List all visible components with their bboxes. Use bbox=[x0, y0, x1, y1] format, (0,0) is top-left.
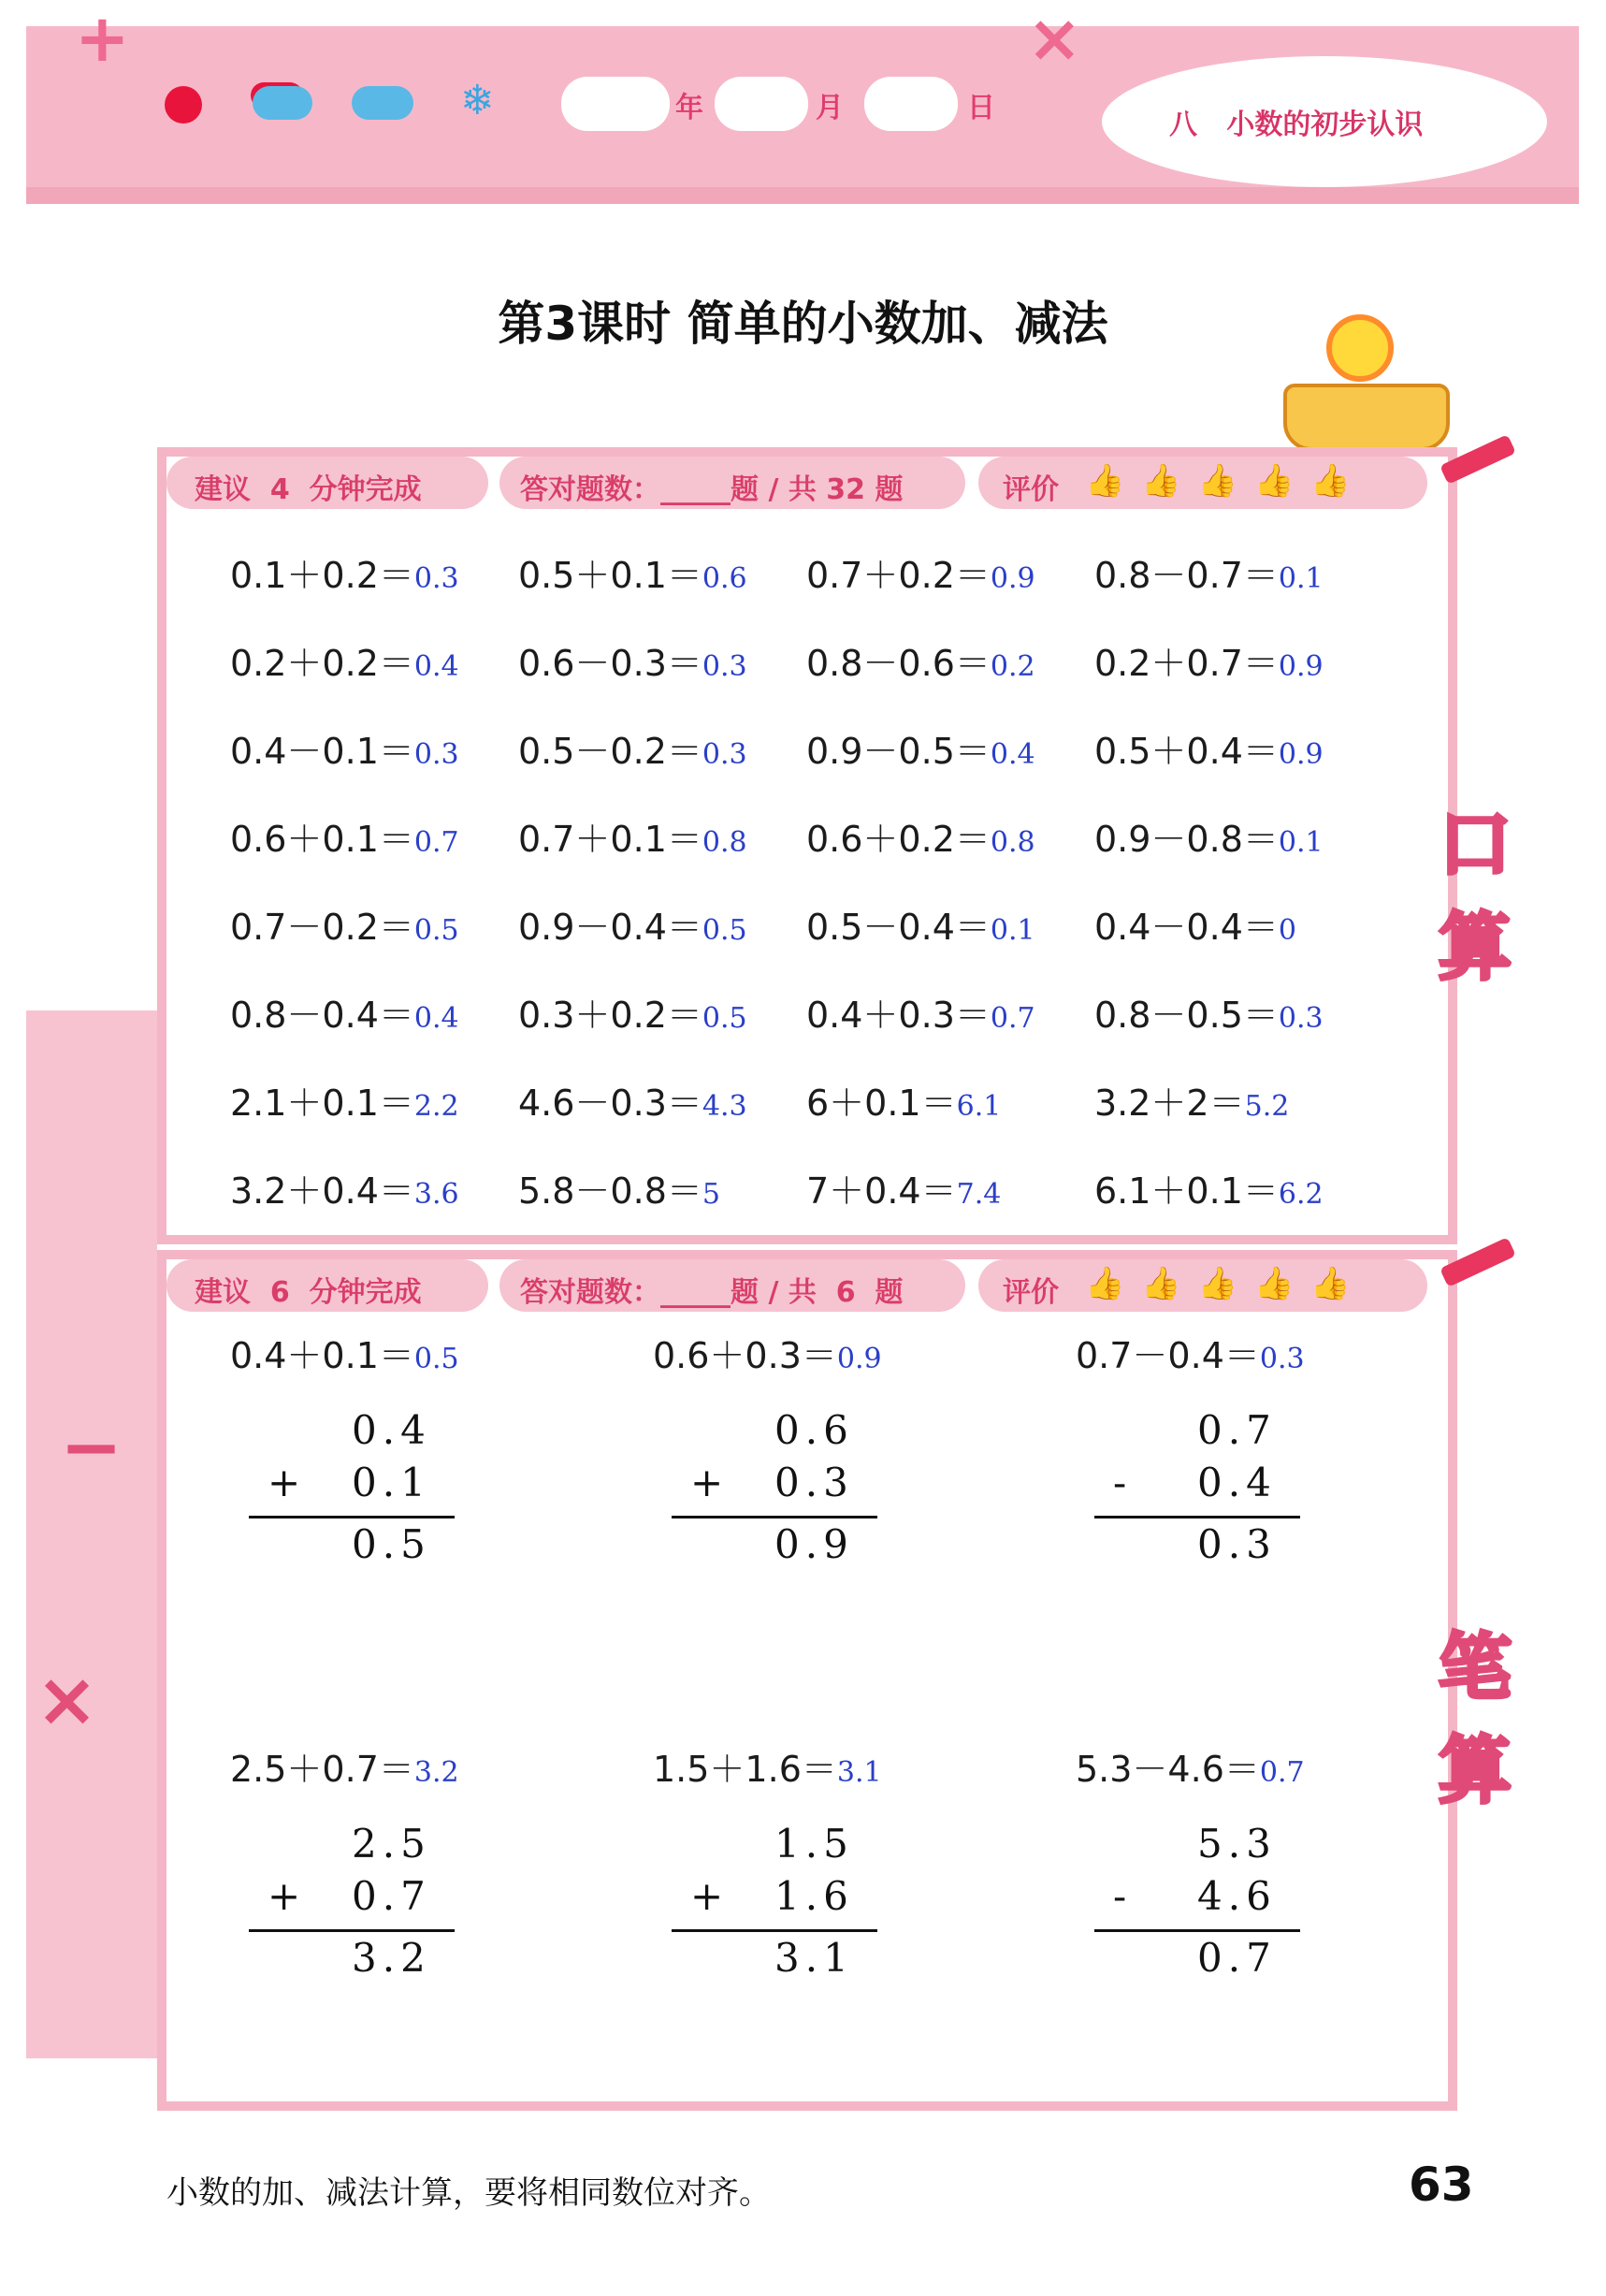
problem-answer[interactable]: 0.3 bbox=[702, 650, 747, 683]
written-problem bbox=[1076, 1327, 1305, 1378]
oral-problem bbox=[518, 546, 747, 598]
snowflake-icon: ❄ bbox=[460, 77, 495, 124]
times-decoration-icon-2: × bbox=[36, 1656, 99, 1743]
vertical-top-number: 2.5 bbox=[352, 1821, 431, 1867]
lesson-title: 第3课时 简单的小数加、减法 bbox=[498, 297, 1108, 351]
written-calculation-card bbox=[157, 1250, 1457, 2111]
problem-answer[interactable]: 0.3 bbox=[413, 738, 459, 771]
vertical-operator: - bbox=[1113, 1873, 1133, 1919]
sun-icon bbox=[165, 86, 202, 124]
problem-expression: 0.6－0.3＝ bbox=[518, 643, 702, 684]
written-problem bbox=[653, 1740, 882, 1792]
year-label: 年 bbox=[675, 92, 703, 124]
problem-answer[interactable]: 0.7 bbox=[990, 1002, 1035, 1035]
problem-answer[interactable]: 0.1 bbox=[1278, 826, 1324, 859]
vertical-result-line bbox=[249, 1929, 455, 1932]
vertical-top-number: 0.6 bbox=[774, 1407, 854, 1453]
oral-problem bbox=[1094, 722, 1324, 774]
problem-expression: 0.2＋0.7＝ bbox=[1094, 643, 1279, 684]
oral-problem bbox=[806, 1162, 1001, 1213]
oral-problem bbox=[230, 634, 459, 686]
problem-expression: 0.5＋0.4＝ bbox=[1094, 731, 1279, 772]
problem-expression: 3.2＋0.4＝ bbox=[230, 1170, 414, 1212]
oral-problem bbox=[230, 722, 459, 774]
problem-expression: 0.7－0.2＝ bbox=[230, 907, 414, 948]
problem-answer[interactable]: 0 bbox=[1278, 914, 1296, 947]
side-label-kou: 口 bbox=[1439, 803, 1512, 887]
oral-problem bbox=[230, 986, 459, 1038]
oral-problem bbox=[1094, 986, 1324, 1038]
problem-answer[interactable]: 5 bbox=[702, 1178, 720, 1211]
problem-expression: 0.6＋0.2＝ bbox=[806, 819, 991, 860]
problem-answer[interactable]: 0.1 bbox=[990, 914, 1035, 947]
vertical-bottom-number: 0.7 bbox=[352, 1873, 431, 1919]
problem-expression: 0.9－0.5＝ bbox=[806, 731, 991, 772]
written-problem bbox=[1076, 1740, 1305, 1792]
oral-problem bbox=[1094, 546, 1324, 598]
problem-expression: 0.4－0.1＝ bbox=[230, 731, 414, 772]
vertical-bottom-number: 0.1 bbox=[352, 1460, 431, 1505]
pencil-icon bbox=[1440, 434, 1516, 485]
vertical-result[interactable]: 0.5 bbox=[352, 1521, 431, 1567]
time-suggestion: 建议 4 分钟完成 bbox=[195, 473, 422, 506]
vertical-bottom-number: 0.4 bbox=[1197, 1460, 1277, 1505]
problem-answer[interactable]: 0.9 bbox=[990, 562, 1035, 595]
problem-answer[interactable]: 0.3 bbox=[702, 738, 747, 771]
problem-expression: 0.5－0.2＝ bbox=[518, 731, 702, 772]
vertical-result[interactable]: 0.3 bbox=[1197, 1521, 1277, 1567]
problem-answer[interactable]: 0.3 bbox=[1278, 1002, 1324, 1035]
problem-answer[interactable]: 0.5 bbox=[413, 1343, 459, 1375]
vertical-result-line bbox=[1094, 1929, 1300, 1932]
vertical-top-number: 0.7 bbox=[1197, 1407, 1277, 1453]
problem-answer[interactable]: 0.7 bbox=[1259, 1756, 1305, 1789]
problem-expression: 0.7＋0.2＝ bbox=[806, 555, 991, 596]
times-decoration-icon: × bbox=[1027, 0, 1082, 77]
problem-answer[interactable]: 4.3 bbox=[702, 1090, 747, 1123]
vertical-top-number: 1.5 bbox=[774, 1821, 854, 1867]
problem-answer[interactable]: 0.2 bbox=[990, 650, 1035, 683]
problem-expression: 0.8－0.5＝ bbox=[1094, 995, 1279, 1036]
problem-expression: 0.8－0.6＝ bbox=[806, 643, 991, 684]
vertical-bottom-number: 1.6 bbox=[774, 1873, 854, 1919]
problem-answer[interactable]: 0.5 bbox=[702, 1002, 747, 1035]
written-problem bbox=[653, 1327, 882, 1378]
oral-problem bbox=[230, 1162, 459, 1213]
vertical-result-line bbox=[249, 1516, 455, 1519]
problem-answer[interactable]: 0.9 bbox=[1278, 738, 1324, 771]
vertical-bottom-number: 4.6 bbox=[1197, 1873, 1277, 1919]
oral-problem bbox=[230, 810, 459, 862]
oral-problem bbox=[230, 898, 459, 950]
score-text: 答对题数：_____题 / 共 32 题 bbox=[520, 473, 904, 506]
oral-problem bbox=[806, 722, 1035, 774]
written-problem bbox=[230, 1327, 459, 1378]
problem-answer[interactable]: 0.3 bbox=[1259, 1343, 1305, 1375]
oral-problem bbox=[518, 1074, 747, 1126]
oral-problem bbox=[230, 1074, 459, 1126]
problem-answer[interactable]: 0.1 bbox=[1278, 562, 1324, 595]
problem-answer[interactable]: 0.9 bbox=[1278, 650, 1324, 683]
oral-problem bbox=[806, 898, 1035, 950]
plus-decoration-icon: + bbox=[75, 0, 130, 77]
oral-problem bbox=[806, 810, 1035, 862]
problem-answer[interactable]: 3.1 bbox=[836, 1756, 882, 1789]
oral-problem bbox=[518, 1162, 720, 1213]
day-label: 日 bbox=[967, 92, 995, 124]
problem-expression: 2.5＋0.7＝ bbox=[230, 1749, 414, 1790]
problem-expression: 0.7－0.4＝ bbox=[1076, 1335, 1260, 1376]
problem-expression: 0.1＋0.2＝ bbox=[230, 555, 414, 596]
oral-problem bbox=[1094, 1162, 1324, 1213]
side-label-suan: 算 bbox=[1439, 906, 1512, 990]
written-problem bbox=[230, 1740, 459, 1792]
oral-problem bbox=[1094, 898, 1296, 950]
month-label: 月 bbox=[816, 92, 844, 124]
problem-expression: 0.4＋0.1＝ bbox=[230, 1335, 414, 1376]
problem-answer[interactable]: 0.8 bbox=[702, 826, 747, 859]
problem-answer[interactable]: 3.2 bbox=[413, 1756, 459, 1789]
oral-problem bbox=[518, 986, 747, 1038]
page-number: 63 bbox=[1409, 2158, 1474, 2212]
problem-answer[interactable]: 0.4 bbox=[413, 1002, 459, 1035]
month-box[interactable] bbox=[715, 77, 808, 131]
problem-expression: 0.8－0.7＝ bbox=[1094, 555, 1279, 596]
vertical-operator: + bbox=[268, 1460, 307, 1505]
problem-answer[interactable]: 3.6 bbox=[413, 1178, 459, 1211]
problem-expression: 5.3－4.6＝ bbox=[1076, 1749, 1260, 1790]
vertical-top-number: 0.4 bbox=[352, 1407, 431, 1453]
oral-problem bbox=[806, 986, 1035, 1038]
footer-note: 小数的加、减法计算，要将相同数位对齐。 bbox=[166, 2174, 771, 2212]
oral-problem bbox=[1094, 634, 1324, 686]
problem-expression: 0.6＋0.1＝ bbox=[230, 819, 414, 860]
rain-cloud-icon bbox=[352, 86, 413, 120]
problem-answer[interactable]: 0.8 bbox=[990, 826, 1035, 859]
problem-expression: 5.8－0.8＝ bbox=[518, 1170, 702, 1212]
thumbs-up-rating-icons-2[interactable]: 👍👍👍👍👍 bbox=[1085, 1265, 1367, 1302]
problem-expression: 0.5＋0.1＝ bbox=[518, 555, 702, 596]
problem-answer[interactable]: 0.3 bbox=[413, 562, 459, 595]
rating-label-2: 评价 bbox=[1003, 1276, 1059, 1309]
problem-expression: 0.4－0.4＝ bbox=[1094, 907, 1279, 948]
problem-expression: 0.5－0.4＝ bbox=[806, 907, 991, 948]
problem-expression: 1.5＋1.6＝ bbox=[653, 1749, 837, 1790]
problem-answer[interactable]: 0.7 bbox=[413, 826, 459, 859]
vertical-top-number: 5.3 bbox=[1197, 1821, 1277, 1867]
oral-problem bbox=[230, 546, 459, 598]
problem-expression: 0.8－0.4＝ bbox=[230, 995, 414, 1036]
problem-answer[interactable]: 0.6 bbox=[702, 562, 747, 595]
problem-answer[interactable]: 0.4 bbox=[990, 738, 1035, 771]
rating-label: 评价 bbox=[1003, 473, 1059, 506]
vertical-operator: + bbox=[690, 1873, 730, 1919]
problem-expression: 0.9－0.4＝ bbox=[518, 907, 702, 948]
problem-expression: 0.6＋0.3＝ bbox=[653, 1335, 837, 1376]
problem-answer[interactable]: 2.2 bbox=[413, 1090, 459, 1123]
oral-problem bbox=[518, 634, 747, 686]
side-label-suan-2: 算 bbox=[1439, 1729, 1512, 1813]
vertical-operator: + bbox=[690, 1460, 730, 1505]
oral-problem bbox=[806, 546, 1035, 598]
oral-problem bbox=[518, 810, 747, 862]
problem-answer[interactable]: 0.4 bbox=[413, 650, 459, 683]
problem-expression: 0.4＋0.3＝ bbox=[806, 995, 991, 1036]
problem-expression: 2.1＋0.1＝ bbox=[230, 1083, 414, 1124]
oral-problem bbox=[1094, 1074, 1289, 1126]
problem-answer[interactable]: 5.2 bbox=[1244, 1090, 1290, 1123]
vertical-operator: + bbox=[268, 1873, 307, 1919]
vertical-result[interactable]: 3.1 bbox=[774, 1935, 854, 1981]
score-text-2: 答对题数：_____题 / 共 6 题 bbox=[520, 1276, 904, 1309]
vertical-operator: - bbox=[1113, 1460, 1133, 1505]
problem-expression: 0.9－0.8＝ bbox=[1094, 819, 1279, 860]
problem-answer[interactable]: 0.9 bbox=[836, 1343, 882, 1375]
problem-expression: 4.6－0.3＝ bbox=[518, 1083, 702, 1124]
problem-expression: 0.7＋0.1＝ bbox=[518, 819, 702, 860]
minus-decoration-icon: − bbox=[60, 1403, 123, 1490]
oral-problem bbox=[518, 898, 747, 950]
oral-problem bbox=[1094, 810, 1324, 862]
vertical-result-line bbox=[672, 1929, 877, 1932]
time-suggestion-2: 建议 6 分钟完成 bbox=[195, 1276, 422, 1309]
problem-answer[interactable]: 6.1 bbox=[956, 1090, 1002, 1123]
vertical-result-line bbox=[1094, 1516, 1300, 1519]
vertical-result-line bbox=[672, 1516, 877, 1519]
side-label-bi: 笔 bbox=[1439, 1626, 1512, 1710]
problem-answer[interactable]: 0.5 bbox=[413, 914, 459, 947]
vertical-bottom-number: 0.3 bbox=[774, 1460, 854, 1505]
partly-cloudy-icon bbox=[253, 86, 312, 120]
oral-problem bbox=[806, 1074, 1001, 1126]
flower-icon bbox=[1326, 314, 1394, 382]
problem-expression: 0.2＋0.2＝ bbox=[230, 643, 414, 684]
open-book-icon bbox=[1283, 384, 1450, 451]
vertical-result[interactable]: 0.7 bbox=[1197, 1935, 1277, 1981]
problem-expression: 7＋0.4＝ bbox=[806, 1170, 957, 1212]
problem-answer[interactable]: 6.2 bbox=[1278, 1178, 1324, 1211]
problem-answer[interactable]: 0.5 bbox=[702, 914, 747, 947]
year-box[interactable] bbox=[561, 77, 670, 131]
left-decor-strip bbox=[26, 1010, 157, 2058]
problem-expression: 6＋0.1＝ bbox=[806, 1083, 957, 1124]
oral-problem bbox=[518, 722, 747, 774]
problem-expression: 3.2＋2＝ bbox=[1094, 1083, 1245, 1124]
vertical-result[interactable]: 0.9 bbox=[774, 1521, 854, 1567]
unit-title: 八 小数的初步认识 bbox=[1169, 109, 1424, 141]
day-box[interactable] bbox=[864, 77, 958, 131]
problem-answer[interactable]: 7.4 bbox=[956, 1178, 1002, 1211]
thumbs-up-rating-icons[interactable]: 👍👍👍👍👍 bbox=[1085, 462, 1367, 500]
vertical-result[interactable]: 3.2 bbox=[352, 1935, 431, 1981]
pencil-icon-2 bbox=[1440, 1237, 1516, 1287]
problem-expression: 6.1＋0.1＝ bbox=[1094, 1170, 1279, 1212]
oral-problem bbox=[806, 634, 1035, 686]
problem-expression: 0.3＋0.2＝ bbox=[518, 995, 702, 1036]
